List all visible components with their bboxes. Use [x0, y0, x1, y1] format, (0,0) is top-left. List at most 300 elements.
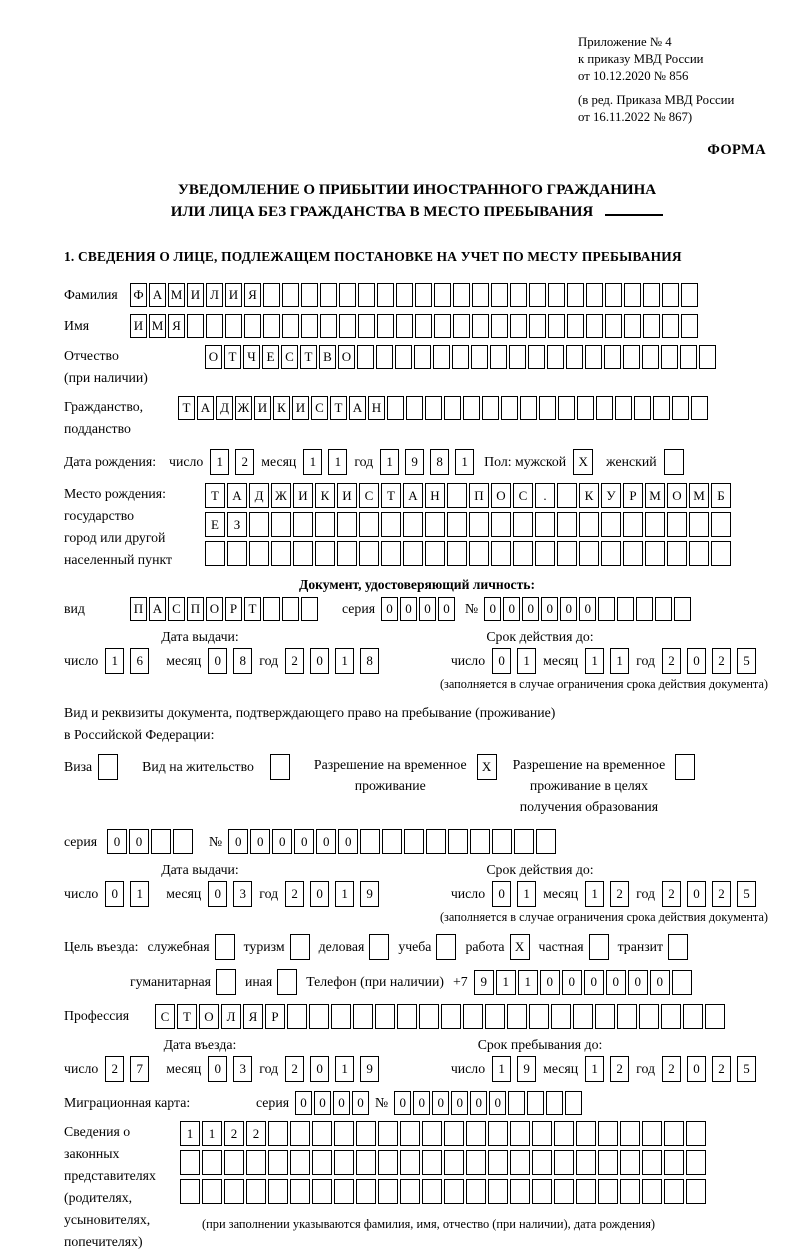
form-cell[interactable] [358, 283, 375, 307]
form-cell[interactable]: . [535, 483, 555, 508]
form-cell[interactable]: 0 [272, 829, 292, 854]
form-cell[interactable] [472, 283, 489, 307]
form-cell[interactable] [312, 1179, 332, 1204]
form-cell[interactable] [406, 396, 423, 420]
form-cell[interactable]: 1 [105, 648, 124, 674]
form-cell[interactable] [683, 1004, 703, 1029]
form-cell[interactable]: 2 [105, 1056, 124, 1082]
form-cell[interactable]: 0 [310, 881, 329, 907]
form-cell[interactable] [605, 314, 622, 338]
form-cell[interactable] [268, 1121, 288, 1146]
form-cell[interactable] [565, 1091, 582, 1115]
form-cell[interactable] [532, 1121, 552, 1146]
form-cell[interactable] [263, 314, 280, 338]
form-cell[interactable]: 1 [496, 970, 516, 995]
form-cell[interactable] [448, 829, 468, 854]
form-cell[interactable]: С [513, 483, 533, 508]
form-cell[interactable]: 0 [333, 1091, 350, 1115]
form-cell[interactable]: 0 [492, 881, 511, 907]
form-cell[interactable]: А [149, 283, 166, 307]
form-cell[interactable]: X [477, 754, 497, 780]
form-cell[interactable] [546, 1091, 563, 1115]
form-cell[interactable]: 9 [360, 1056, 379, 1082]
form-cell[interactable] [711, 512, 731, 537]
form-cell[interactable]: 0 [413, 1091, 430, 1115]
form-cell[interactable] [681, 283, 698, 307]
form-cell[interactable]: Н [368, 396, 385, 420]
form-cell[interactable] [623, 512, 643, 537]
form-cell[interactable]: З [227, 512, 247, 537]
form-cell[interactable] [358, 314, 375, 338]
form-cell[interactable] [551, 1004, 571, 1029]
form-cell[interactable]: Т [381, 483, 401, 508]
form-cell[interactable] [645, 541, 665, 566]
form-cell[interactable] [277, 969, 297, 995]
form-cell[interactable]: 2 [224, 1121, 244, 1146]
form-cell[interactable] [173, 829, 193, 854]
form-cell[interactable]: 1 [610, 648, 629, 674]
form-cell[interactable] [491, 541, 511, 566]
form-cell[interactable]: 0 [492, 648, 511, 674]
form-cell[interactable] [528, 345, 545, 369]
form-cell[interactable] [668, 934, 688, 960]
form-cell[interactable] [290, 1179, 310, 1204]
form-cell[interactable] [419, 1004, 439, 1029]
form-cell[interactable] [396, 314, 413, 338]
form-cell[interactable]: 2 [285, 881, 304, 907]
form-cell[interactable]: 0 [503, 597, 520, 621]
form-cell[interactable] [598, 1121, 618, 1146]
form-cell[interactable] [396, 283, 413, 307]
form-cell[interactable] [249, 541, 269, 566]
form-cell[interactable]: 0 [310, 1056, 329, 1082]
form-cell[interactable]: 0 [394, 1091, 411, 1115]
form-cell[interactable]: 7 [130, 1056, 149, 1082]
form-cell[interactable] [378, 1121, 398, 1146]
form-cell[interactable] [334, 1179, 354, 1204]
form-cell[interactable]: Т [178, 396, 195, 420]
form-cell[interactable] [151, 829, 171, 854]
form-cell[interactable] [615, 396, 632, 420]
form-cell[interactable] [309, 1004, 329, 1029]
form-cell[interactable]: 8 [430, 449, 449, 475]
form-cell[interactable]: Д [249, 483, 269, 508]
form-cell[interactable]: М [645, 483, 665, 508]
form-cell[interactable]: Т [177, 1004, 197, 1029]
form-cell[interactable] [548, 283, 565, 307]
form-cell[interactable]: 1 [210, 449, 229, 475]
form-cell[interactable] [441, 1004, 461, 1029]
form-cell[interactable]: 0 [541, 597, 558, 621]
form-cell[interactable] [664, 449, 684, 475]
form-cell[interactable] [664, 1179, 684, 1204]
form-cell[interactable] [639, 1004, 659, 1029]
form-cell[interactable] [293, 512, 313, 537]
form-cell[interactable] [425, 512, 445, 537]
form-cell[interactable]: Т [244, 597, 261, 621]
form-cell[interactable] [463, 396, 480, 420]
form-cell[interactable]: 0 [338, 829, 358, 854]
form-cell[interactable]: 2 [235, 449, 254, 475]
form-cell[interactable] [436, 934, 456, 960]
form-cell[interactable]: 0 [540, 970, 560, 995]
form-cell[interactable]: Е [205, 512, 225, 537]
form-cell[interactable] [466, 1121, 486, 1146]
form-cell[interactable] [488, 1179, 508, 1204]
form-cell[interactable] [617, 597, 634, 621]
form-cell[interactable] [601, 512, 621, 537]
form-cell[interactable] [662, 283, 679, 307]
form-cell[interactable] [501, 396, 518, 420]
form-cell[interactable]: 0 [129, 829, 149, 854]
form-cell[interactable] [653, 396, 670, 420]
form-cell[interactable] [293, 541, 313, 566]
form-cell[interactable]: 0 [606, 970, 626, 995]
form-cell[interactable] [661, 1004, 681, 1029]
form-cell[interactable]: 0 [352, 1091, 369, 1115]
form-cell[interactable]: 0 [250, 829, 270, 854]
form-cell[interactable] [686, 1179, 706, 1204]
form-cell[interactable] [463, 1004, 483, 1029]
form-cell[interactable]: О [667, 483, 687, 508]
form-cell[interactable] [554, 1121, 574, 1146]
form-cell[interactable] [674, 597, 691, 621]
form-cell[interactable] [595, 1004, 615, 1029]
form-cell[interactable] [557, 483, 577, 508]
form-cell[interactable] [356, 1121, 376, 1146]
form-cell[interactable]: 1 [335, 648, 354, 674]
form-cell[interactable]: 0 [438, 597, 455, 621]
form-cell[interactable] [98, 754, 118, 780]
form-cell[interactable]: 1 [130, 881, 149, 907]
form-cell[interactable]: 1 [518, 970, 538, 995]
form-cell[interactable] [711, 541, 731, 566]
form-cell[interactable] [224, 1179, 244, 1204]
form-cell[interactable] [510, 1121, 530, 1146]
form-cell[interactable] [513, 541, 533, 566]
form-cell[interactable]: П [187, 597, 204, 621]
form-cell[interactable]: И [254, 396, 271, 420]
form-cell[interactable]: Д [216, 396, 233, 420]
form-cell[interactable] [689, 541, 709, 566]
form-cell[interactable] [513, 512, 533, 537]
form-cell[interactable] [357, 345, 374, 369]
form-cell[interactable]: 1 [202, 1121, 222, 1146]
form-cell[interactable]: 0 [562, 970, 582, 995]
form-cell[interactable] [579, 512, 599, 537]
form-cell[interactable]: Ч [243, 345, 260, 369]
form-cell[interactable] [532, 1179, 552, 1204]
form-cell[interactable]: 1 [303, 449, 322, 475]
form-cell[interactable]: В [319, 345, 336, 369]
form-cell[interactable] [491, 314, 508, 338]
form-cell[interactable] [452, 345, 469, 369]
form-cell[interactable]: 2 [285, 648, 304, 674]
form-cell[interactable]: 1 [380, 449, 399, 475]
form-cell[interactable]: Т [224, 345, 241, 369]
form-cell[interactable] [488, 1121, 508, 1146]
form-cell[interactable]: Е [262, 345, 279, 369]
form-cell[interactable] [268, 1179, 288, 1204]
form-cell[interactable] [359, 512, 379, 537]
form-cell[interactable]: 0 [489, 1091, 506, 1115]
form-cell[interactable] [598, 597, 615, 621]
form-cell[interactable] [491, 283, 508, 307]
form-cell[interactable] [672, 970, 692, 995]
form-cell[interactable] [369, 934, 389, 960]
form-cell[interactable] [705, 1004, 725, 1029]
form-cell[interactable] [620, 1179, 640, 1204]
form-cell[interactable] [604, 345, 621, 369]
form-cell[interactable]: 0 [687, 648, 706, 674]
form-cell[interactable]: 0 [208, 881, 227, 907]
form-cell[interactable] [337, 512, 357, 537]
form-cell[interactable] [225, 314, 242, 338]
form-cell[interactable] [507, 1004, 527, 1029]
form-cell[interactable]: И [293, 483, 313, 508]
form-cell[interactable] [425, 396, 442, 420]
form-cell[interactable] [287, 1004, 307, 1029]
form-cell[interactable]: Н [425, 483, 445, 508]
form-cell[interactable] [589, 934, 609, 960]
form-cell[interactable]: 0 [432, 1091, 449, 1115]
form-cell[interactable] [490, 345, 507, 369]
form-cell[interactable] [433, 345, 450, 369]
form-cell[interactable] [596, 396, 613, 420]
form-cell[interactable] [573, 1004, 593, 1029]
form-cell[interactable] [312, 1121, 332, 1146]
form-cell[interactable] [510, 283, 527, 307]
form-cell[interactable]: 3 [233, 881, 252, 907]
form-cell[interactable] [356, 1179, 376, 1204]
form-cell[interactable] [375, 1004, 395, 1029]
form-cell[interactable] [205, 541, 225, 566]
form-cell[interactable] [404, 829, 424, 854]
form-cell[interactable]: 0 [310, 648, 329, 674]
form-cell[interactable] [585, 345, 602, 369]
form-cell[interactable]: Т [205, 483, 225, 508]
form-cell[interactable] [447, 541, 467, 566]
form-cell[interactable]: 9 [474, 970, 494, 995]
form-cell[interactable]: 1 [328, 449, 347, 475]
form-cell[interactable]: 0 [208, 1056, 227, 1082]
form-cell[interactable] [378, 1179, 398, 1204]
form-cell[interactable] [547, 345, 564, 369]
form-cell[interactable]: 0 [687, 1056, 706, 1082]
form-cell[interactable] [520, 396, 537, 420]
form-cell[interactable] [579, 541, 599, 566]
form-cell[interactable]: 2 [662, 648, 681, 674]
form-cell[interactable]: Я [168, 314, 185, 338]
form-cell[interactable] [447, 512, 467, 537]
form-cell[interactable] [447, 483, 467, 508]
form-cell[interactable]: 0 [381, 597, 398, 621]
form-cell[interactable] [397, 1004, 417, 1029]
form-cell[interactable] [623, 541, 643, 566]
form-cell[interactable]: И [292, 396, 309, 420]
form-cell[interactable] [667, 512, 687, 537]
form-cell[interactable] [681, 314, 698, 338]
form-cell[interactable] [360, 829, 380, 854]
form-cell[interactable]: П [130, 597, 147, 621]
form-cell[interactable] [554, 1179, 574, 1204]
form-cell[interactable] [566, 345, 583, 369]
form-cell[interactable]: Ф [130, 283, 147, 307]
form-cell[interactable]: А [149, 597, 166, 621]
form-cell[interactable]: М [689, 483, 709, 508]
form-cell[interactable] [492, 829, 512, 854]
form-cell[interactable] [434, 283, 451, 307]
form-cell[interactable]: 2 [712, 648, 731, 674]
form-cell[interactable] [491, 512, 511, 537]
form-cell[interactable] [434, 314, 451, 338]
form-cell[interactable]: 0 [451, 1091, 468, 1115]
form-cell[interactable] [680, 345, 697, 369]
form-cell[interactable] [216, 969, 236, 995]
form-cell[interactable]: П [469, 483, 489, 508]
form-cell[interactable] [444, 396, 461, 420]
form-cell[interactable] [290, 1121, 310, 1146]
form-cell[interactable] [510, 1179, 530, 1204]
form-cell[interactable] [466, 1179, 486, 1204]
form-cell[interactable]: 0 [105, 881, 124, 907]
form-cell[interactable]: С [359, 483, 379, 508]
form-cell[interactable] [529, 283, 546, 307]
form-cell[interactable] [403, 541, 423, 566]
form-cell[interactable]: Ж [235, 396, 252, 420]
form-cell[interactable] [271, 541, 291, 566]
form-cell[interactable] [415, 283, 432, 307]
form-cell[interactable] [509, 345, 526, 369]
form-cell[interactable]: 2 [610, 881, 629, 907]
form-cell[interactable] [271, 512, 291, 537]
form-cell[interactable]: О [199, 1004, 219, 1029]
form-cell[interactable]: 0 [650, 970, 670, 995]
form-cell[interactable]: 2 [662, 881, 681, 907]
form-cell[interactable] [557, 541, 577, 566]
form-cell[interactable]: 0 [208, 648, 227, 674]
form-cell[interactable]: Б [711, 483, 731, 508]
form-cell[interactable] [444, 1121, 464, 1146]
form-cell[interactable] [482, 396, 499, 420]
form-cell[interactable] [539, 396, 556, 420]
form-cell[interactable]: С [281, 345, 298, 369]
form-cell[interactable] [315, 512, 335, 537]
form-cell[interactable]: 1 [335, 1056, 354, 1082]
form-cell[interactable] [699, 345, 716, 369]
form-cell[interactable]: 1 [585, 881, 604, 907]
form-cell[interactable]: Т [330, 396, 347, 420]
form-cell[interactable] [527, 1091, 544, 1115]
form-cell[interactable]: 0 [228, 829, 248, 854]
form-cell[interactable]: 1 [335, 881, 354, 907]
form-cell[interactable] [535, 512, 555, 537]
form-cell[interactable]: О [205, 345, 222, 369]
form-cell[interactable]: 1 [455, 449, 474, 475]
form-cell[interactable]: 2 [712, 1056, 731, 1082]
form-cell[interactable]: Р [225, 597, 242, 621]
form-cell[interactable] [414, 345, 431, 369]
form-cell[interactable] [623, 345, 640, 369]
form-cell[interactable] [655, 597, 672, 621]
form-cell[interactable]: А [403, 483, 423, 508]
form-cell[interactable] [624, 283, 641, 307]
form-cell[interactable] [415, 314, 432, 338]
form-cell[interactable] [576, 1121, 596, 1146]
form-cell[interactable] [558, 396, 575, 420]
form-cell[interactable]: 6 [130, 648, 149, 674]
form-cell[interactable]: 0 [687, 881, 706, 907]
form-cell[interactable]: А [197, 396, 214, 420]
form-cell[interactable] [315, 541, 335, 566]
form-cell[interactable] [672, 396, 689, 420]
form-cell[interactable]: X [510, 934, 530, 960]
form-cell[interactable] [263, 597, 280, 621]
form-cell[interactable]: 1 [585, 648, 604, 674]
form-cell[interactable] [187, 314, 204, 338]
form-cell[interactable]: 2 [662, 1056, 681, 1082]
form-cell[interactable] [514, 829, 534, 854]
form-cell[interactable]: 5 [737, 1056, 756, 1082]
form-cell[interactable]: 2 [712, 881, 731, 907]
form-cell[interactable]: 2 [285, 1056, 304, 1082]
form-cell[interactable] [586, 283, 603, 307]
form-cell[interactable] [636, 597, 653, 621]
form-cell[interactable] [301, 597, 318, 621]
form-cell[interactable]: К [273, 396, 290, 420]
form-cell[interactable]: 0 [579, 597, 596, 621]
form-cell[interactable] [664, 1121, 684, 1146]
form-cell[interactable]: 2 [246, 1121, 266, 1146]
form-cell[interactable]: А [227, 483, 247, 508]
form-cell[interactable] [331, 1004, 351, 1029]
form-cell[interactable] [339, 314, 356, 338]
form-cell[interactable] [282, 597, 299, 621]
form-cell[interactable] [620, 1121, 640, 1146]
form-cell[interactable]: 0 [470, 1091, 487, 1115]
form-cell[interactable] [227, 541, 247, 566]
form-cell[interactable] [675, 754, 695, 780]
form-cell[interactable]: С [311, 396, 328, 420]
form-cell[interactable]: 8 [360, 648, 379, 674]
form-cell[interactable] [577, 396, 594, 420]
form-cell[interactable]: 1 [517, 881, 536, 907]
form-cell[interactable]: М [149, 314, 166, 338]
form-cell[interactable] [453, 283, 470, 307]
form-cell[interactable]: И [337, 483, 357, 508]
form-cell[interactable] [510, 314, 527, 338]
form-cell[interactable] [536, 829, 556, 854]
form-cell[interactable]: 0 [522, 597, 539, 621]
form-cell[interactable] [387, 396, 404, 420]
form-cell[interactable] [215, 934, 235, 960]
form-cell[interactable]: 0 [484, 597, 501, 621]
form-cell[interactable]: 3 [233, 1056, 252, 1082]
form-cell[interactable]: 0 [314, 1091, 331, 1115]
form-cell[interactable] [180, 1179, 200, 1204]
form-cell[interactable] [377, 283, 394, 307]
form-cell[interactable] [598, 1179, 618, 1204]
form-cell[interactable]: 9 [517, 1056, 536, 1082]
form-cell[interactable] [320, 283, 337, 307]
form-cell[interactable] [339, 283, 356, 307]
form-cell[interactable]: Ж [271, 483, 291, 508]
form-cell[interactable]: Т [300, 345, 317, 369]
form-cell[interactable]: Я [244, 283, 261, 307]
form-cell[interactable] [301, 314, 318, 338]
form-cell[interactable] [686, 1121, 706, 1146]
form-cell[interactable] [567, 314, 584, 338]
